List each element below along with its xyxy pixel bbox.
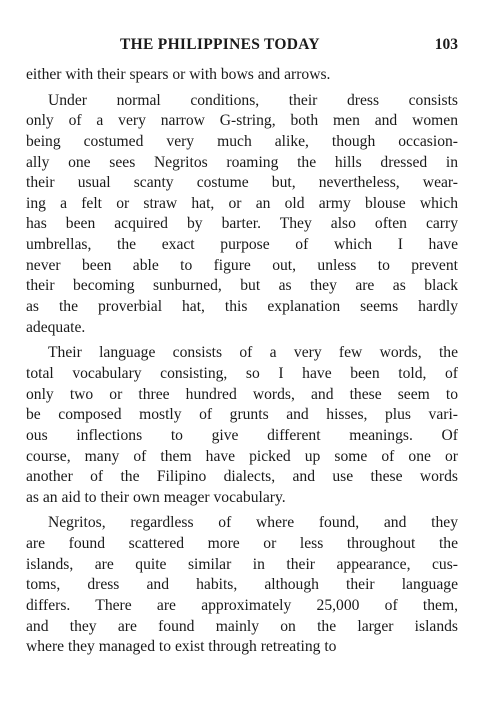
text-line: Negritos, regardless of where found, and they bbox=[48, 514, 458, 532]
text-line: as an aid to their own meager vocabulary. bbox=[26, 488, 286, 506]
text-line: ing a felt or straw hat, or an old army blouse which bbox=[26, 194, 458, 212]
text-line: and they are found mainly on the larger islands bbox=[26, 617, 458, 635]
paragraph bbox=[26, 513, 458, 657]
text-line: Under normal conditions, their dress consists bbox=[48, 91, 458, 109]
page-header bbox=[26, 36, 458, 56]
paragraph bbox=[26, 65, 458, 86]
text-line: as the proverbial hat, this explanation seems hardly bbox=[26, 298, 458, 316]
body-text bbox=[26, 65, 458, 658]
text-line: course, many of them have picked up some of one or bbox=[26, 447, 458, 465]
text-line: are found scattered more or less throughout the bbox=[26, 535, 458, 553]
running-head: THE PHILIPPINES TODAY bbox=[120, 36, 320, 53]
text-line: adequate. bbox=[26, 318, 86, 336]
text-line: total vocabulary consisting, so I have been told, of bbox=[26, 364, 458, 382]
text-line: toms, dress and habits, although their language bbox=[26, 576, 458, 594]
paragraph bbox=[26, 343, 458, 508]
text-line: has been acquired by barter. They also often carry bbox=[26, 215, 458, 233]
text-line: never been able to figure out, unless to prevent bbox=[26, 256, 458, 274]
text-line: Their language consists of a very few words, the bbox=[48, 344, 458, 362]
text-line: differs. There are approximately 25,000 of them, bbox=[26, 597, 458, 615]
text-line: only two or three hundred words, and these seem to bbox=[26, 385, 458, 403]
text-line: where they managed to exist through retreating to bbox=[26, 638, 337, 656]
page-number: 103 bbox=[434, 36, 458, 53]
text-line: another of the Filipino dialects, and use these words bbox=[26, 468, 458, 486]
text-line: their becoming sunburned, but as they are as black bbox=[26, 277, 458, 295]
paragraph bbox=[26, 91, 458, 339]
text-line: their usual scanty costume but, nevertheless, wear- bbox=[26, 174, 458, 192]
text-line: only of a very narrow G-string, both men and women bbox=[26, 112, 458, 130]
text-line: ally one sees Negritos roaming the hills dressed in bbox=[26, 153, 458, 171]
text-line: ous inflections to give different meanings. Of bbox=[26, 426, 458, 444]
text-line: umbrellas, the exact purpose of which I have bbox=[26, 236, 458, 254]
text-line: islands, are quite similar in their appearance, cus- bbox=[26, 555, 458, 573]
text-line: be composed mostly of grunts and hisses, plus vari- bbox=[26, 406, 458, 424]
text-line: either with their spears or with bows and arrows. bbox=[26, 66, 331, 83]
text-line: being costumed very much alike, though occasion- bbox=[26, 132, 458, 150]
